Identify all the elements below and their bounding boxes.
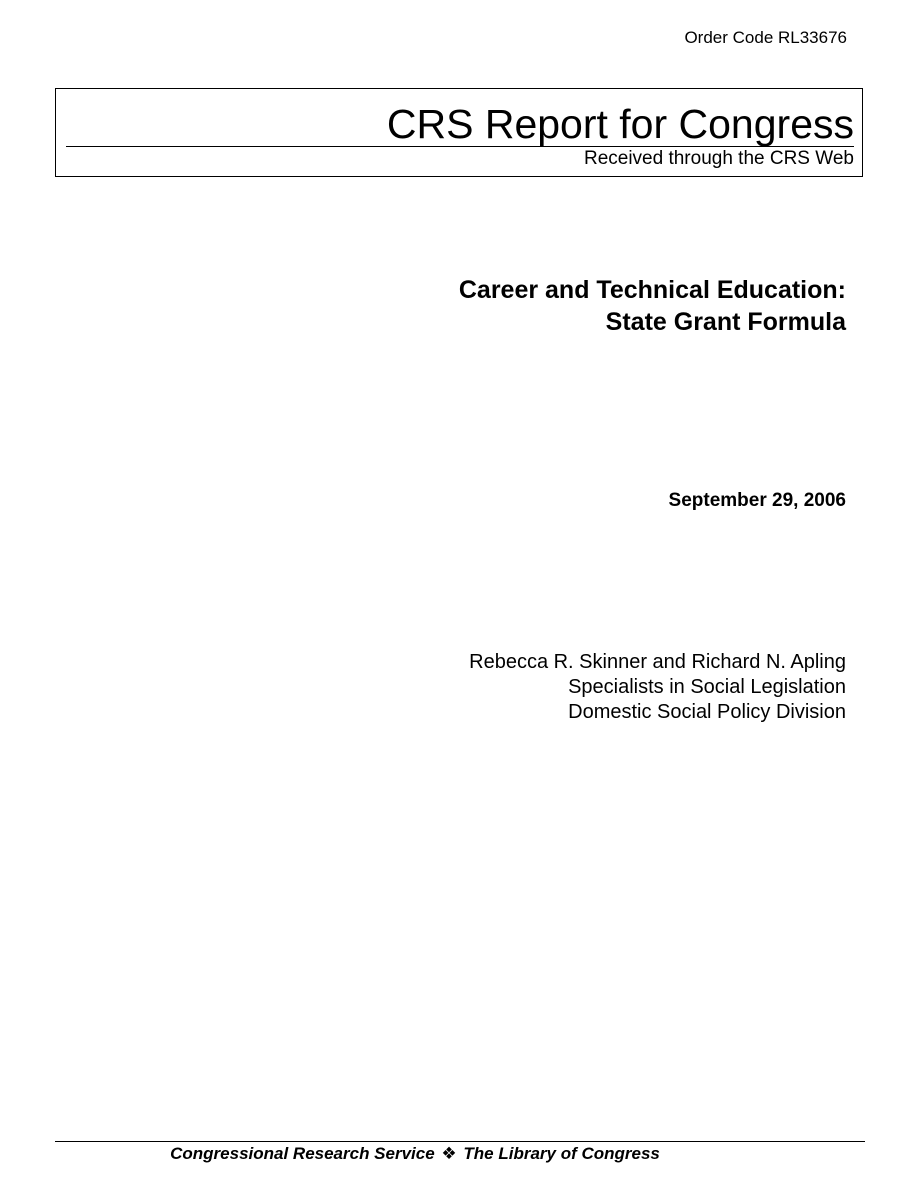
footer-divider <box>55 1141 865 1142</box>
author-position: Specialists in Social Legislation <box>568 676 846 698</box>
footer-organization: Congressional Research Service <box>170 1144 435 1163</box>
author-names: Rebecca R. Skinner and Richard N. Apling <box>469 651 846 673</box>
order-code: Order Code RL33676 <box>684 28 847 47</box>
header-title: CRS Report for Congress <box>386 101 854 147</box>
report-header-box <box>55 88 863 177</box>
report-title <box>459 274 846 338</box>
header-subtitle: Received through the CRS Web <box>583 148 854 169</box>
footer-library: The Library of Congress <box>463 1144 660 1163</box>
footer <box>55 1143 775 1165</box>
report-date: September 29, 2006 <box>668 490 846 511</box>
report-title-line-2: State Grant Formula <box>605 308 846 336</box>
diamond-separator-icon: ❖ <box>441 1144 457 1163</box>
author-block <box>469 650 846 725</box>
report-title-line-1: Career and Technical Education: <box>458 276 846 304</box>
author-division: Domestic Social Policy Division <box>568 701 846 723</box>
header-divider <box>66 146 854 147</box>
